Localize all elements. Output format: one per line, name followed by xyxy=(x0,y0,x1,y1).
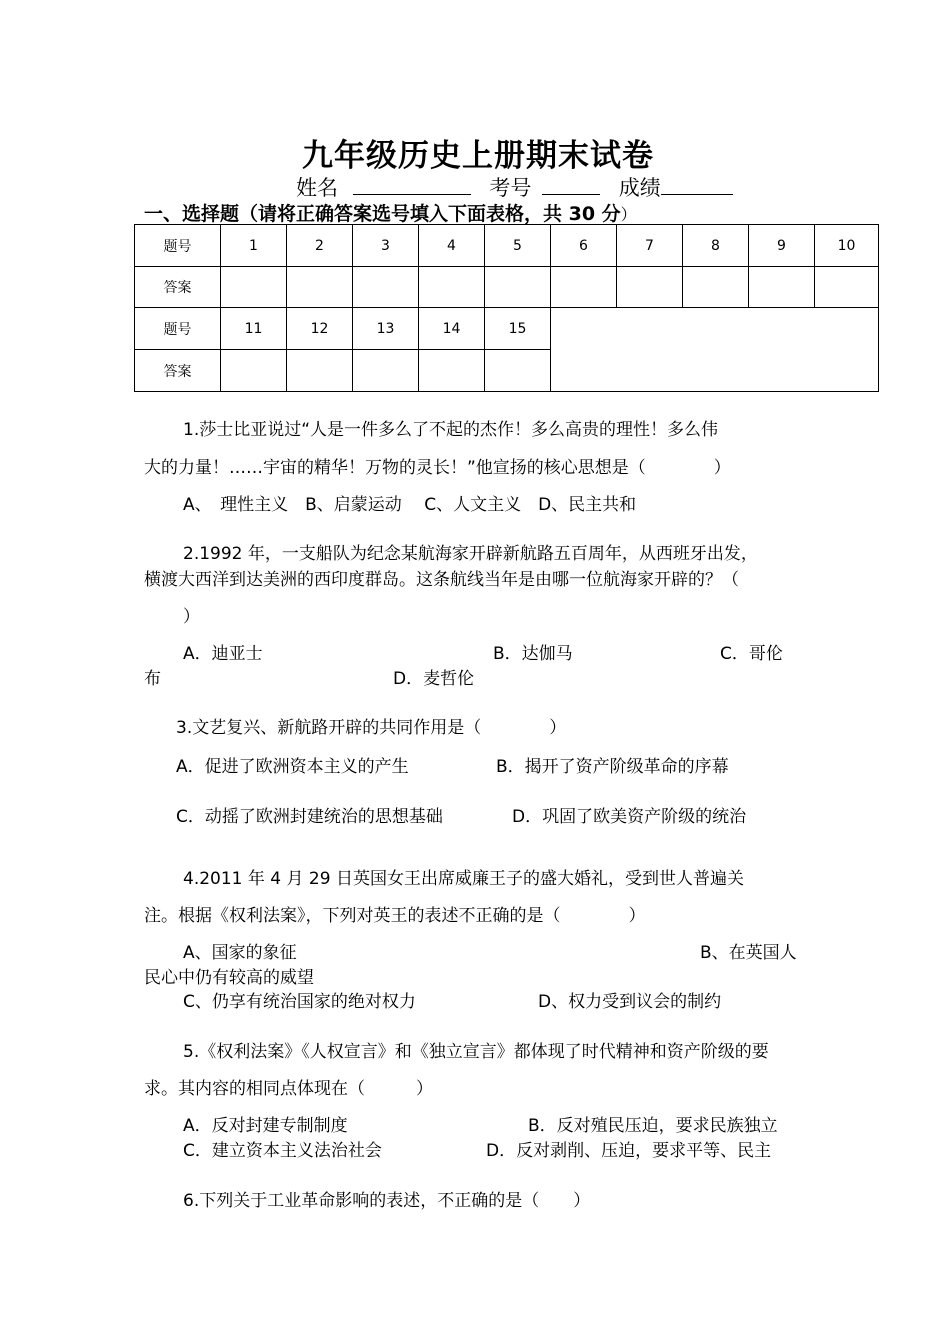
question-5-line-1: 5.《权利法案》《人权宣言》和《独立宣言》都体现了时代精神和资产阶级的要 xyxy=(183,1042,769,1062)
table-row xyxy=(135,267,879,308)
question-number: 7 xyxy=(617,225,683,267)
question-4-option-d: D、权力受到议会的制约 xyxy=(538,992,722,1012)
section-heading-tail: ） xyxy=(620,205,637,224)
question-number: 10 xyxy=(815,225,879,267)
answer-table xyxy=(134,224,879,392)
question-5-option-d: D．反对剥削、压迫，要求平等、民主 xyxy=(486,1141,772,1161)
question-number: 15 xyxy=(485,308,551,350)
question-5-option-b: B．反对殖民压迫，要求民族独立 xyxy=(528,1116,778,1136)
section-heading xyxy=(144,199,637,226)
question-number: 5 xyxy=(485,225,551,267)
question-2-option-c: C．哥伦 xyxy=(720,644,783,664)
question-2-line-1: 2.1992 年，一支船队为纪念某航海家开辟新航路五百周年，从西班牙出发， xyxy=(183,544,758,564)
score-label: 成绩 xyxy=(618,176,661,200)
answer-cell[interactable] xyxy=(419,350,485,392)
question-4-option-a: A、国家的象征 xyxy=(183,943,297,963)
answer-cell[interactable] xyxy=(353,350,419,392)
row-label-answer: 答案 xyxy=(135,350,221,392)
exam-no-blank xyxy=(542,174,600,195)
question-number: 12 xyxy=(287,308,353,350)
question-number: 1 xyxy=(221,225,287,267)
answer-cell[interactable] xyxy=(815,267,879,308)
question-5-line-2: 求。其内容的相同点体现在（ ） xyxy=(144,1079,433,1099)
question-2-option-b: B．达伽马 xyxy=(493,644,573,664)
question-number: 11 xyxy=(221,308,287,350)
answer-cell[interactable] xyxy=(485,350,551,392)
question-number: 9 xyxy=(749,225,815,267)
question-number: 14 xyxy=(419,308,485,350)
answer-cell[interactable] xyxy=(221,350,287,392)
question-1-line-2: 大的力量！……宇宙的精华！万物的灵长！”他宣扬的核心思想是（ ） xyxy=(144,458,731,478)
row-label-question: 题号 xyxy=(135,225,221,267)
question-number: 8 xyxy=(683,225,749,267)
answer-cell[interactable] xyxy=(551,267,617,308)
answer-cell[interactable] xyxy=(683,267,749,308)
question-4-option-b: B、在英国人 xyxy=(700,943,797,963)
question-3-option-a: A．促进了欧洲资本主义的产生 xyxy=(176,757,409,777)
answer-cell[interactable] xyxy=(617,267,683,308)
question-1-line-1: 1.莎士比亚说过“人是一件多么了不起的杰作！多么高贵的理性！多么伟 xyxy=(183,420,719,440)
question-4-line-2: 注。根据《权利法案》，下列对英王的表述不正确的是（ ） xyxy=(144,906,646,926)
question-5-option-a: A．反对封建专制制度 xyxy=(183,1116,348,1136)
question-1-options: A、 理性主义 B、启蒙运动 C、人文主义 D、民主共和 xyxy=(183,495,637,515)
question-5-option-c: C．建立资本主义法治社会 xyxy=(183,1141,382,1161)
answer-cell[interactable] xyxy=(749,267,815,308)
answer-cell[interactable] xyxy=(419,267,485,308)
row-label-question: 题号 xyxy=(135,308,221,350)
score-blank xyxy=(661,174,733,195)
row-label-answer: 答案 xyxy=(135,267,221,308)
question-2-option-c-cont: 布 xyxy=(144,669,161,689)
question-3-option-b: B．揭开了资产阶级革命的序幕 xyxy=(496,757,729,777)
question-2-option-d: D．麦哲伦 xyxy=(393,669,475,689)
question-number: 3 xyxy=(353,225,419,267)
answer-cell[interactable] xyxy=(221,267,287,308)
question-4-option-b-cont: 民心中仍有较高的威望 xyxy=(144,968,314,988)
name-label: 姓名 xyxy=(296,176,338,200)
question-4-line-1: 4.2011 年 4 月 29 日英国女王出席威廉王子的盛大婚礼，受到世人普遍关 xyxy=(183,869,744,889)
answer-cell[interactable] xyxy=(287,350,353,392)
question-6-line-1: 6.下列关于工业革命影响的表述，不正确的是（ ） xyxy=(183,1191,591,1211)
name-blank xyxy=(353,174,471,195)
question-number: 6 xyxy=(551,225,617,267)
answer-cell[interactable] xyxy=(287,267,353,308)
question-3-option-c: C．动摇了欧洲封建统治的思想基础 xyxy=(176,807,443,827)
student-info-line xyxy=(296,172,733,202)
question-number: 4 xyxy=(419,225,485,267)
table-row xyxy=(135,225,879,267)
question-4-option-c: C、仍享有统治国家的绝对权力 xyxy=(183,992,416,1012)
section-heading-text: 一、选择题（请将正确答案选号填入下面表格，共 30 分 xyxy=(144,203,621,225)
empty-table-area xyxy=(551,308,879,392)
question-2-option-a: A．迪亚士 xyxy=(183,644,263,664)
question-number: 2 xyxy=(287,225,353,267)
question-2-line-2: 横渡大西洋到达美洲的西印度群岛。这条航线当年是由哪一位航海家开辟的？（ xyxy=(144,570,739,590)
answer-cell[interactable] xyxy=(485,267,551,308)
answer-cell[interactable] xyxy=(353,267,419,308)
question-3-option-d: D．巩固了欧美资产阶级的统治 xyxy=(512,807,747,827)
question-2-line-3: ） xyxy=(183,607,200,627)
exam-no-label: 考号 xyxy=(489,176,532,200)
table-row xyxy=(135,308,879,350)
question-3-line-1: 3.文艺复兴、新航路开辟的共同作用是（ ） xyxy=(176,718,567,738)
question-number: 13 xyxy=(353,308,419,350)
page-title: 九年级历史上册期末试卷 xyxy=(302,138,654,174)
